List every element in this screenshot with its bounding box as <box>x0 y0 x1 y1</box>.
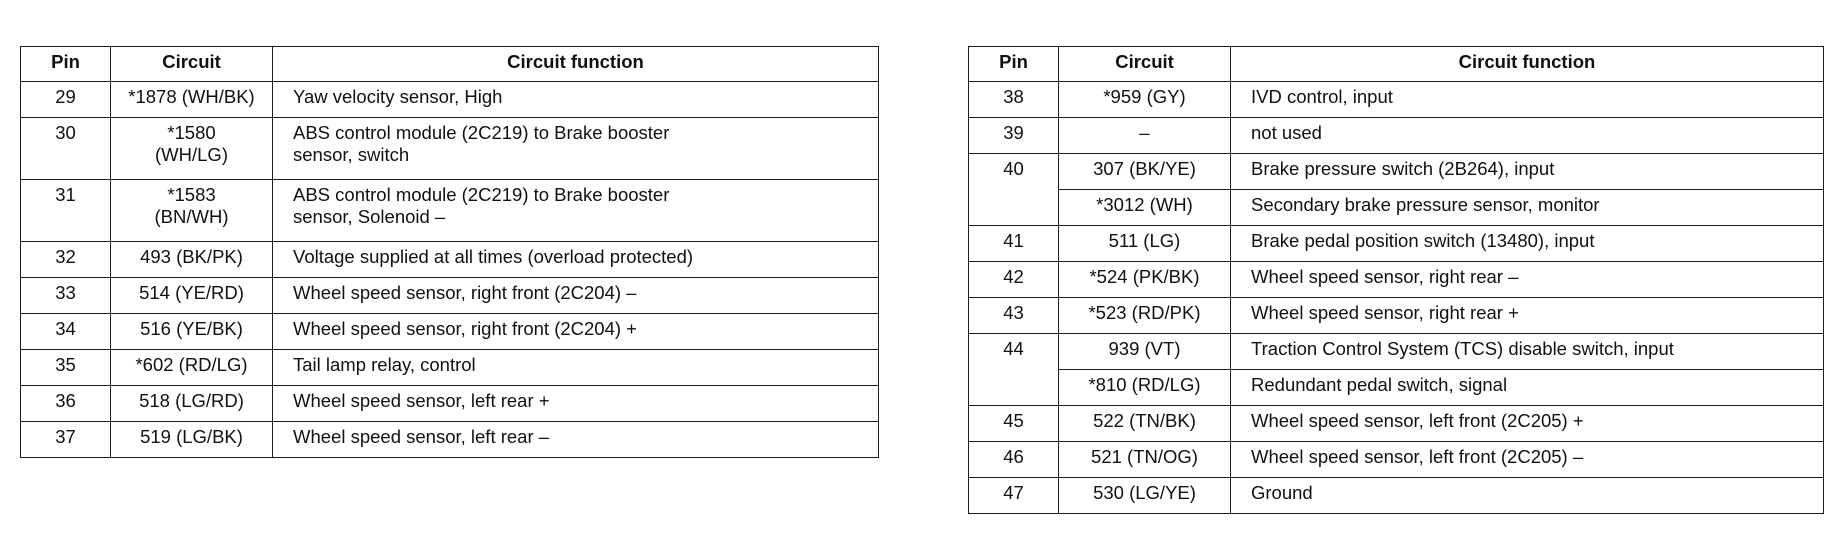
table-row <box>969 334 1824 370</box>
circuit-cell: *523 (RD/PK) <box>1059 298 1231 334</box>
circuit-cell: 511 (LG) <box>1059 226 1231 262</box>
function-cell: Tail lamp relay, control <box>273 350 879 386</box>
header-pin: Pin <box>21 47 111 82</box>
pin-cell: 42 <box>969 262 1059 298</box>
function-cell: Wheel speed sensor, right rear + <box>1231 298 1824 334</box>
table-row <box>969 190 1824 226</box>
table-row <box>21 350 879 386</box>
function-cell: Wheel speed sensor, left front (2C205) + <box>1231 406 1824 442</box>
function-cell: Wheel speed sensor, left front (2C205) – <box>1231 442 1824 478</box>
table-row <box>21 82 879 118</box>
function-cell: Redundant pedal switch, signal <box>1231 370 1824 406</box>
circuit-cell: *1878 (WH/BK) <box>111 82 273 118</box>
function-cell: Wheel speed sensor, right rear – <box>1231 262 1824 298</box>
circuit-cell: *1583 (BN/WH) <box>111 180 273 242</box>
circuit-cell: 518 (LG/RD) <box>111 386 273 422</box>
table-row <box>969 118 1824 154</box>
circuit-cell: 493 (BK/PK) <box>111 242 273 278</box>
circuit-cell: *810 (RD/LG) <box>1059 370 1231 406</box>
circuit-cell: 530 (LG/YE) <box>1059 478 1231 514</box>
table-row <box>969 262 1824 298</box>
pin-cell: 45 <box>969 406 1059 442</box>
table-row <box>969 406 1824 442</box>
table-row <box>21 180 879 242</box>
table-row <box>21 118 879 180</box>
table-row <box>21 422 879 458</box>
pin-cell: 44 <box>969 334 1059 370</box>
table-row <box>969 226 1824 262</box>
pin-cell: 32 <box>21 242 111 278</box>
pin-cell: 36 <box>21 386 111 422</box>
header-circuit: Circuit <box>111 47 273 82</box>
function-cell: Brake pedal position switch (13480), input <box>1231 226 1824 262</box>
function-cell: Wheel speed sensor, right front (2C204) + <box>273 314 879 350</box>
function-cell: Ground <box>1231 478 1824 514</box>
table-row <box>969 442 1824 478</box>
circuit-cell: 514 (YE/RD) <box>111 278 273 314</box>
table-row <box>969 82 1824 118</box>
table-row <box>21 278 879 314</box>
function-cell: ABS control module (2C219) to Brake booster sensor, switch <box>273 118 879 180</box>
function-cell: Yaw velocity sensor, High <box>273 82 879 118</box>
pin-cell: 47 <box>969 478 1059 514</box>
table-header-row <box>21 47 879 82</box>
table-row <box>969 298 1824 334</box>
circuit-cell: – <box>1059 118 1231 154</box>
pin-cell: 40 <box>969 154 1059 190</box>
pin-cell: 37 <box>21 422 111 458</box>
table-row <box>21 242 879 278</box>
circuit-cell: 522 (TN/BK) <box>1059 406 1231 442</box>
pin-cell: 34 <box>21 314 111 350</box>
function-cell: Secondary brake pressure sensor, monitor <box>1231 190 1824 226</box>
pin-cell: 43 <box>969 298 1059 334</box>
header-circuit-function: Circuit function <box>1231 47 1824 82</box>
header-circuit-function: Circuit function <box>273 47 879 82</box>
function-cell: not used <box>1231 118 1824 154</box>
header-circuit: Circuit <box>1059 47 1231 82</box>
pin-cell: 38 <box>969 82 1059 118</box>
circuit-cell: *602 (RD/LG) <box>111 350 273 386</box>
function-cell: Wheel speed sensor, right front (2C204) – <box>273 278 879 314</box>
pin-cell: 35 <box>21 350 111 386</box>
pin-table-right <box>968 46 1824 514</box>
pin-cell: 33 <box>21 278 111 314</box>
function-cell: Wheel speed sensor, left rear – <box>273 422 879 458</box>
pin-cell <box>969 190 1059 226</box>
function-cell: ABS control module (2C219) to Brake booster sensor, Solenoid – <box>273 180 879 242</box>
circuit-cell: *959 (GY) <box>1059 82 1231 118</box>
function-cell: Traction Control System (TCS) disable switch, input <box>1231 334 1824 370</box>
circuit-cell: 521 (TN/OG) <box>1059 442 1231 478</box>
pin-cell <box>969 370 1059 406</box>
pin-cell: 31 <box>21 180 111 242</box>
pin-cell: 41 <box>969 226 1059 262</box>
circuit-cell: 519 (LG/BK) <box>111 422 273 458</box>
pin-cell: 30 <box>21 118 111 180</box>
pin-table-left <box>20 46 879 458</box>
pin-cell: 29 <box>21 82 111 118</box>
circuit-cell: 939 (VT) <box>1059 334 1231 370</box>
function-cell: Wheel speed sensor, left rear + <box>273 386 879 422</box>
circuit-cell: 307 (BK/YE) <box>1059 154 1231 190</box>
table-row <box>21 386 879 422</box>
table-header-row <box>969 47 1824 82</box>
header-pin: Pin <box>969 47 1059 82</box>
table-row <box>969 370 1824 406</box>
table-row <box>969 154 1824 190</box>
pin-cell: 39 <box>969 118 1059 154</box>
table-row <box>969 478 1824 514</box>
function-cell: IVD control, input <box>1231 82 1824 118</box>
function-cell: Voltage supplied at all times (overload protected) <box>273 242 879 278</box>
function-cell: Brake pressure switch (2B264), input <box>1231 154 1824 190</box>
circuit-cell: 516 (YE/BK) <box>111 314 273 350</box>
circuit-cell: *1580 (WH/LG) <box>111 118 273 180</box>
table-row <box>21 314 879 350</box>
circuit-cell: *3012 (WH) <box>1059 190 1231 226</box>
pin-cell: 46 <box>969 442 1059 478</box>
circuit-cell: *524 (PK/BK) <box>1059 262 1231 298</box>
